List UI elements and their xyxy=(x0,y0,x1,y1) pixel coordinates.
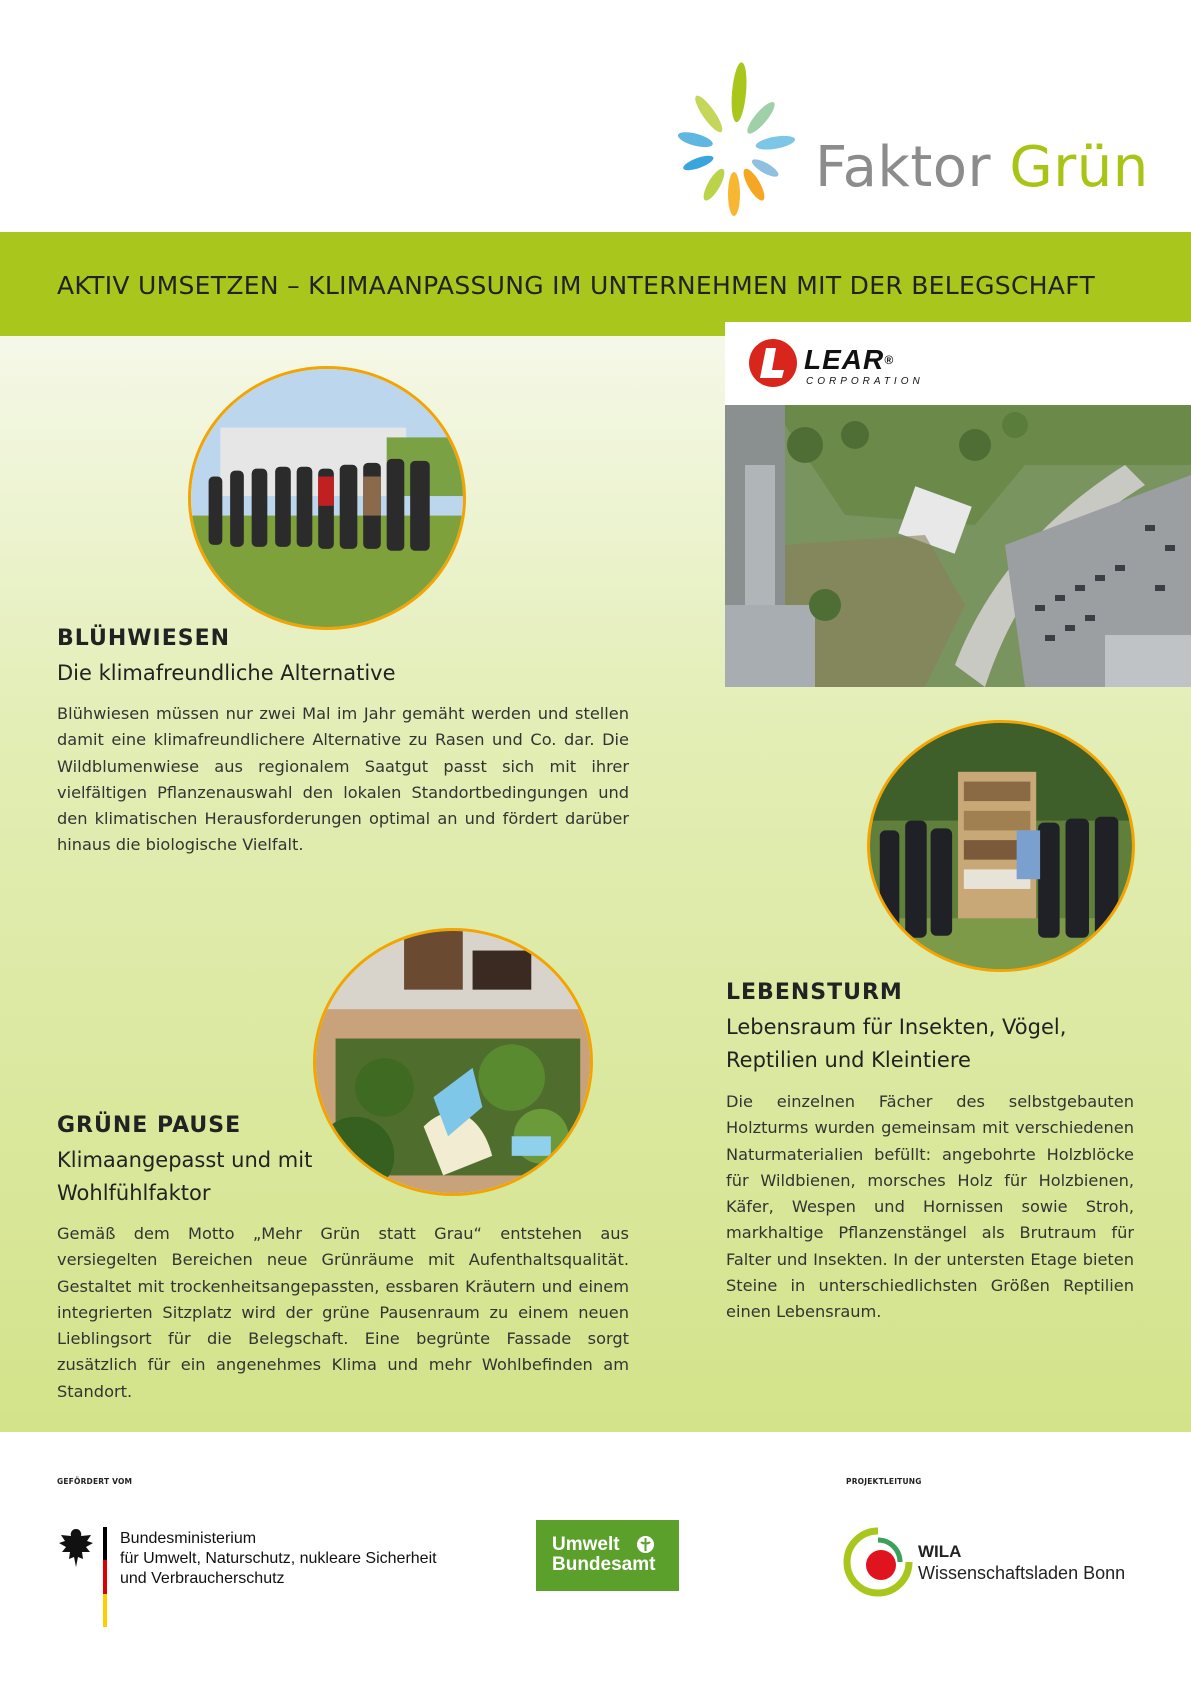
lear-registered: ® xyxy=(884,353,895,367)
section-title-lebensturm: LEBENSTURM xyxy=(726,980,903,1005)
uba-line-2: Bundesamt xyxy=(552,1554,656,1575)
lear-wordmark xyxy=(804,345,894,375)
section-subtitle-gruene-pause: Klimaangepasst und mit Wohlfühlfaktor xyxy=(57,1148,313,1205)
lear-logo-icon xyxy=(748,338,798,388)
page-title: AKTIV UMSETZEN – KLIMAANPASSUNG IM UNTERNEHMEN MIT DER BELEGSCHAFT xyxy=(57,271,1096,300)
wila-full-name: Wissenschaftsladen Bonn xyxy=(918,1563,1126,1583)
uba-emblem-icon xyxy=(637,1536,654,1553)
project-lead-label: PROJEKTLEITUNG xyxy=(846,1477,922,1486)
ministry-line-3: und Verbraucherschutz xyxy=(120,1570,285,1587)
funded-by-label: GEFÖRDERT VOM xyxy=(57,1477,133,1486)
model-photo-gruene-pause xyxy=(313,928,593,1196)
wila-name: WILA xyxy=(918,1542,962,1561)
german-flag-stripe xyxy=(103,1527,107,1627)
section-body-gruene-pause: Gemäß dem Motto „Mehr Grün statt Grau“ entstehen aus versiegelten Bereichen neue Grünräume mit Aufenthaltsqualität. Gestaltet mit trockenheitsangepassten, essbaren Kräutern und einem integrierten Sitzplatz wird der grüne Pausenraum zu einem neuen Lieblingsort für die Belegschaft. Eine begrünte Fassade sorgt zusätzlich für ein angenehmes Klima und mehr Wohlbefinden am Standort. xyxy=(57,1224,629,1401)
section-body-bluehwiesen: Blühwiesen müssen nur zwei Mal im Jahr gemäht werden und stellen damit eine klimafreundlichere Alternative zu Rasen und Co. dar. Die Wildblumenwiese aus regionalem Saatgut passt sich mit ihrer vielfältigen Pflanzenauswahl den lokalen Standortbedingungen und den klimatischen Herausforderungen optimal an und fördert darüber hinaus die biologische Vielfalt. xyxy=(57,704,629,855)
ministry-line-2: für Umwelt, Naturschutz, nukleare Sicherheit xyxy=(120,1550,437,1567)
group-photo-lebensturm xyxy=(867,720,1135,972)
wila-logo-icon xyxy=(843,1527,913,1597)
section-subtitle-lebensturm: Lebensraum für Insekten, Vögel, Reptilien und Kleintiere xyxy=(726,1015,1067,1072)
group-photo-bluehwiese xyxy=(188,366,466,630)
section-subtitle-bluehwiesen: Die klimafreundliche Alternative xyxy=(57,661,396,685)
brand-word-gruen: Grün xyxy=(1009,135,1149,200)
lear-subtitle: CORPORATION xyxy=(806,376,924,387)
faktor-gruen-logo-icon xyxy=(672,50,812,220)
section-title-bluehwiesen: BLÜHWIESEN xyxy=(57,626,231,651)
brand-name xyxy=(815,136,1149,200)
federal-eagle-icon xyxy=(57,1527,95,1571)
brand-word-faktor: Faktor xyxy=(815,135,992,200)
aerial-photo xyxy=(725,405,1191,687)
uba-line-1: Umwelt xyxy=(552,1534,620,1555)
section-body-lebensturm: Die einzelnen Fächer des selbstgebauten Holzturms wurden gemeinsam mit verschiedenen Naturmaterialien befüllt: angebohrte Holzblöcke für Wildbienen, morsches Holz für Holzbienen, Käfer, Wespen und Hornissen sowie Stroh, markhaltige Pflanzenstängel als Brutraum für Falter und Insekten. In der untersten Etage bieten Steine in unterschiedlichsten Größen Reptilien einen Lebensraum. xyxy=(726,1092,1134,1322)
lear-name: LEAR xyxy=(804,344,885,375)
ministry-name xyxy=(120,1529,437,1589)
ministry-line-1: Bundesministerium xyxy=(120,1530,257,1547)
section-title-gruene-pause: GRÜNE PAUSE xyxy=(57,1113,242,1138)
